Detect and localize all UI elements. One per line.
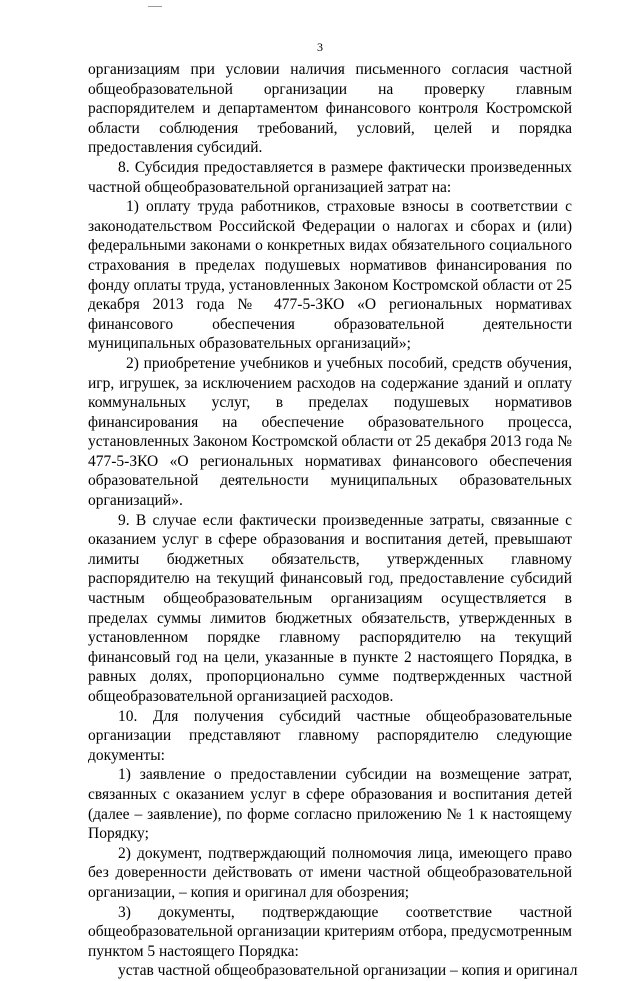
paragraph-charter: устав частной общеобразовательной организации – копия и оригинал [118,962,578,980]
paragraph-clause-8-item-1: 1) оплату труда работников, страховые взносы в соответствии с законодательством Российской Федерации о налогах и сборах и (или) федеральными законами о конкретных видах обязательного социального страхования в пределах подушевых нормативов финансирования по фонду оплаты труда, установленных Законом Костромской области от 25 декабря 2013 года № 477-5-ЗКО «О региональных нормативах финансового обеспечения образовательной деятельности муниципальных образовательных организаций»; [88,198,572,353]
document-body [88,60,578,981]
paragraph-clause-10-item-3: 3) документы, подтверждающие соответствие частной общеобразовательной организации критериям отбора, предусмотренным пунктом 5 настоящего Порядка: [88,903,572,960]
scan-artifact [148,6,162,7]
paragraph-clause-8-item-2: 2) приобретение учебников и учебных пособий, средств обучения, игр, игрушек, за исключением расходов на содержание зданий и оплату коммунальных услуг, в пределах подушевых нормативов финансирования на обеспечение образовательного процесса, установленных Законом Костромской области от 25 декабря 2013 года № 477-5-ЗКО «О региональных нормативах финансового обеспечения образовательной деятельности муниципальных образовательных организаций». [88,354,572,510]
paragraph-clause-8: 8. Субсидия предоставляется в размере фактически произведенных частной общеобразовательной организацией затрат на: [88,158,572,196]
paragraph-continuation: организациям при условии наличия письменного согласия частной общеобразовательной организации на проверку главным распорядителем и департаментом финансового контроля Костромской области соблюдения требований, условий, целей и порядка предоставления субсидий. [88,61,572,157]
paragraph-clause-10: 10. Для получения субсидий частные общеобразовательные организации представляют главному распорядителю следующие документы: [88,707,572,764]
paragraph-clause-10-item-1: 1) заявление о предоставлении субсидии на возмещение затрат, связанных с оказанием услуг в сфере образования и воспитания детей (далее – заявление), по форме согласно приложению № 1 к настоящему Порядку; [88,766,572,843]
paragraph-clause-10-item-2: 2) документ, подтверждающий полномочия лица, имеющего право без доверенности действовать от имени частной общеобразовательной организации, – копия и оригинал для обозрения; [88,844,572,901]
paragraph-clause-9: 9. В случае если фактически произведенные затраты, связанные с оказанием услуг в сфере образования и воспитания детей, превышают лимиты бюджетных обязательств, утвержденных главному распорядителю на текущий финансовый год, предоставление субсидий частным общеобразовательным организациям осуществляется в пределах суммы лимитов бюджетных обязательств, утвержденных в установленном порядке главному распорядителю на текущий финансовый год на цели, указанные в пункте 2 настоящего Порядка, в равных долях, пропорционально сумме подтвержденных частной общеобразовательной организацией расходов. [88,511,572,705]
page-number: 3 [317,40,323,54]
